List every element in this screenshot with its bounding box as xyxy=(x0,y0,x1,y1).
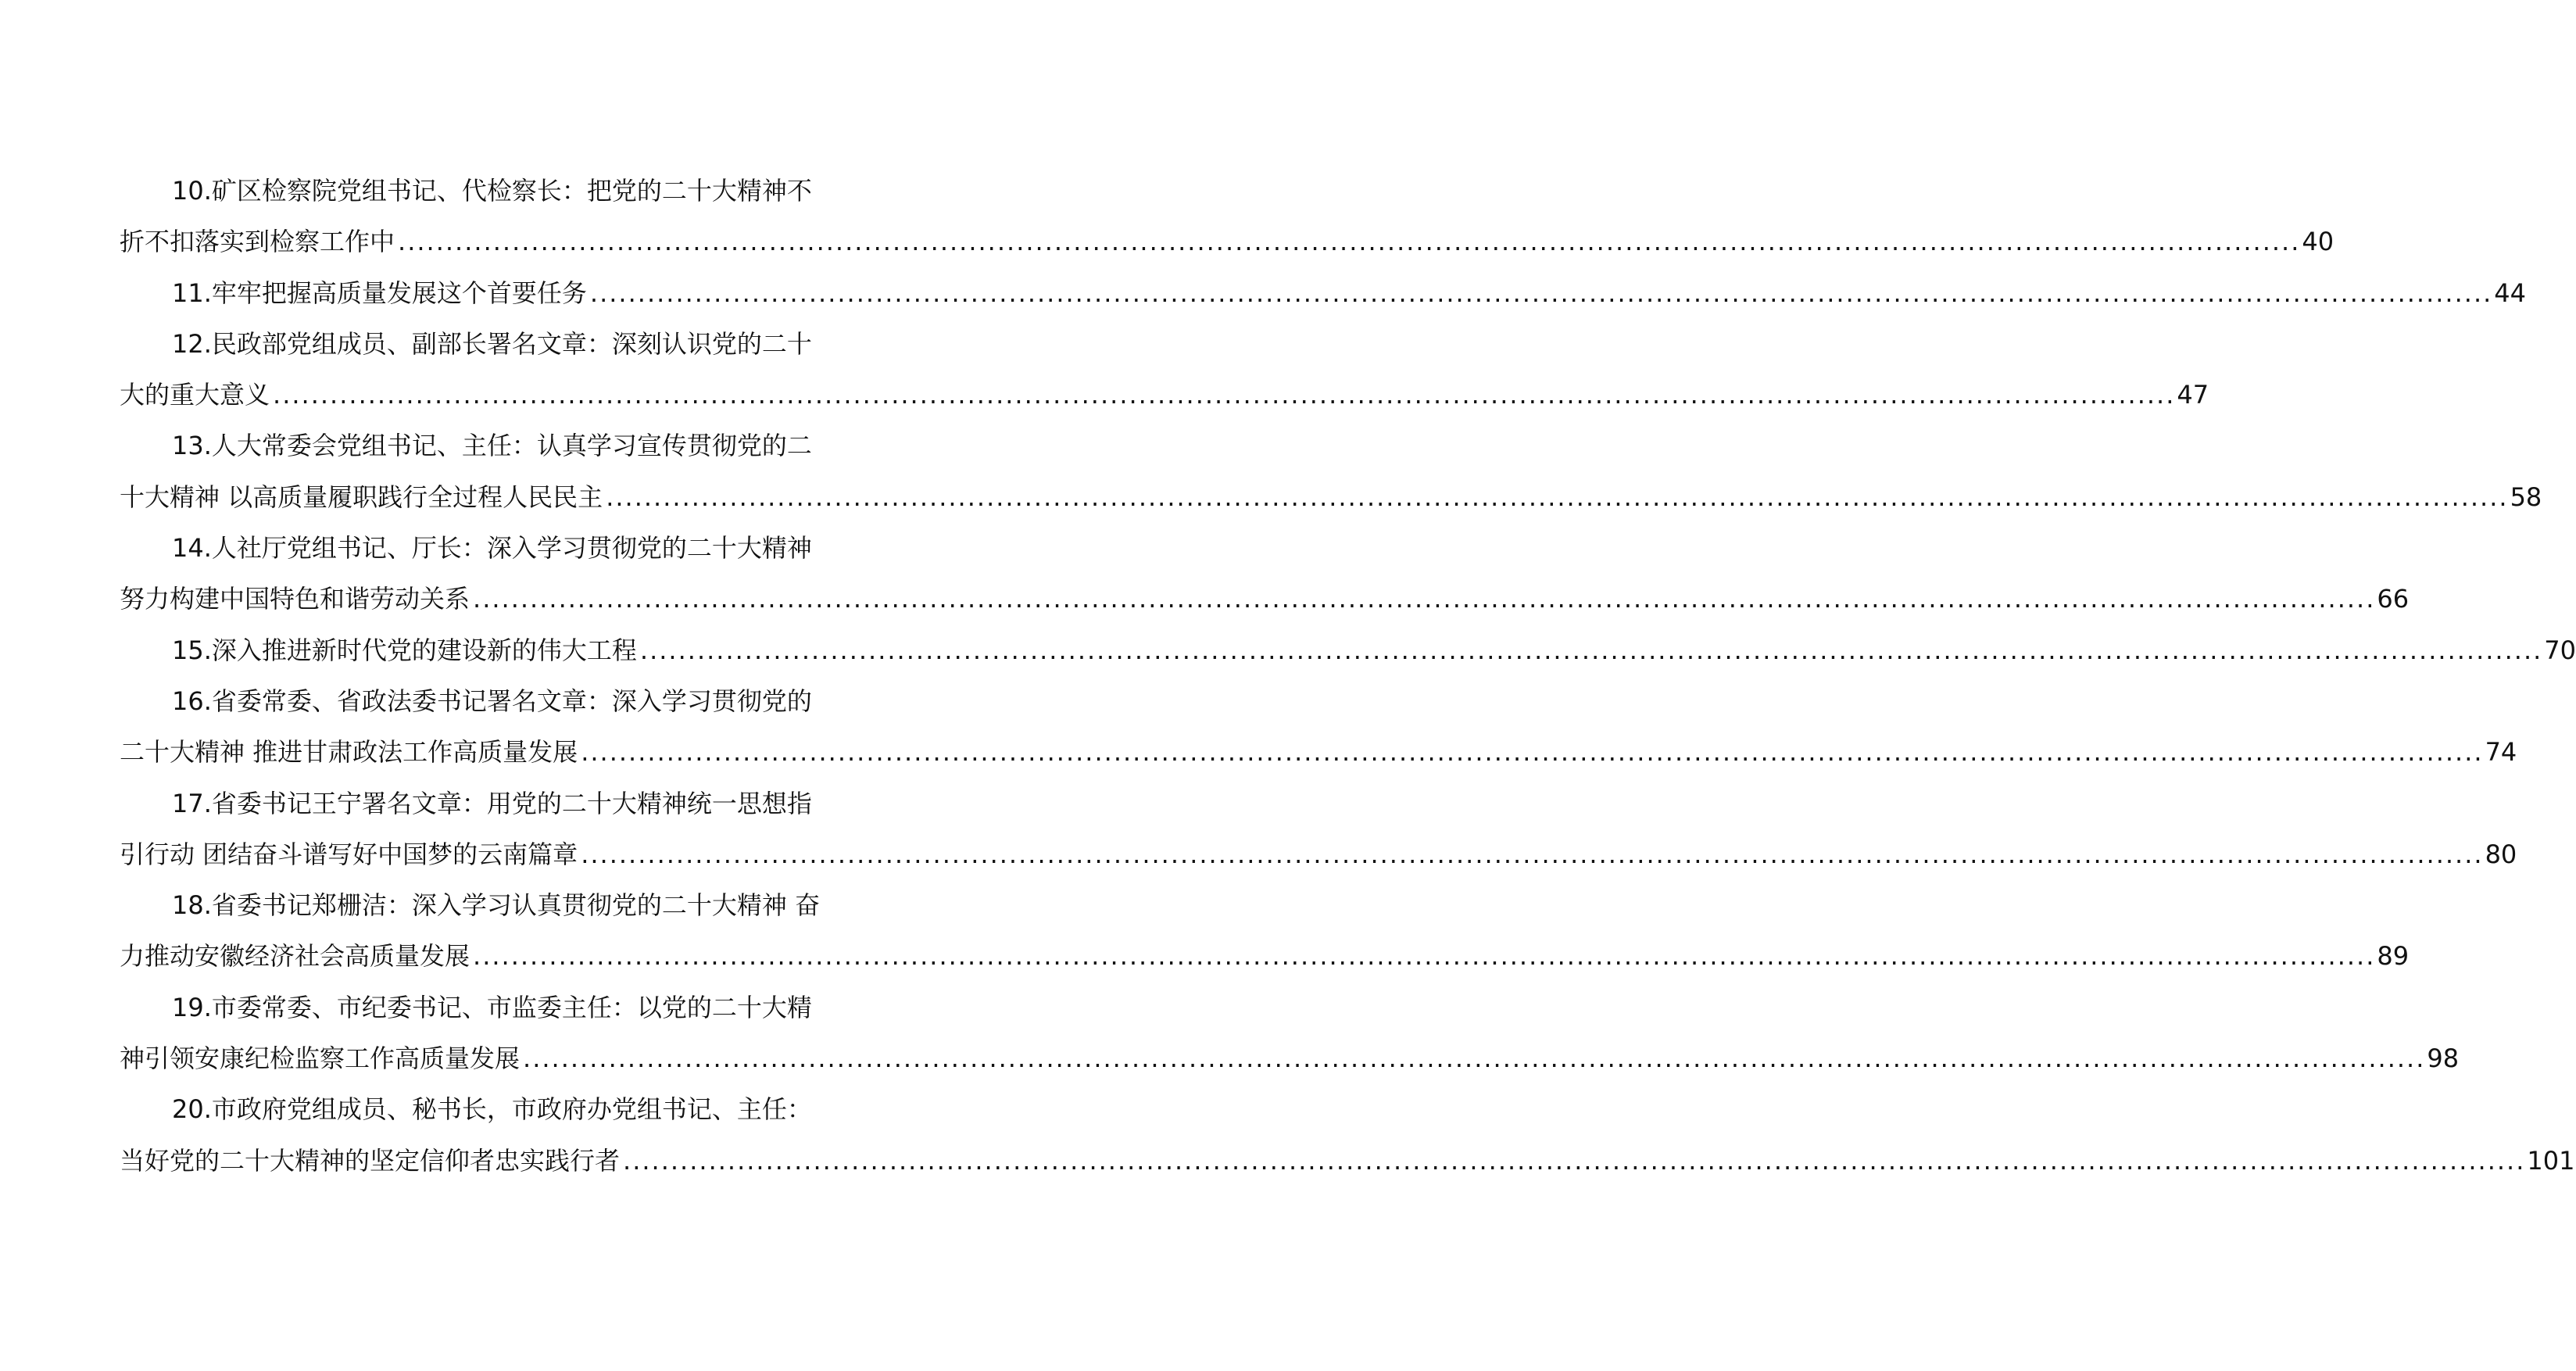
toc-entry-text: 十大精神 以高质量履职践行全过程人民民主 xyxy=(120,481,603,512)
toc-entry[interactable] xyxy=(120,676,2517,779)
toc-entry-text: 19.市委常委、市纪委书记、市监委主任：以党的二十大精 xyxy=(172,992,812,1022)
toc-entry[interactable] xyxy=(120,166,2334,268)
toc-entry[interactable] xyxy=(120,1084,2575,1187)
toc-page-number: 47 xyxy=(2177,380,2209,410)
toc-entry[interactable] xyxy=(120,421,2542,523)
leader-dots: ........................................................................................................................................................................................................ xyxy=(473,941,2376,972)
toc-entry[interactable] xyxy=(120,625,2576,676)
toc-entry-line xyxy=(120,1136,2575,1187)
toc-entry-text: 神引领安康纪检监察工作高质量发展 xyxy=(120,1043,521,1074)
toc-entry-text: 引行动 团结奋斗谱写好中国梦的云南篇章 xyxy=(120,839,578,869)
toc-entry-text: 18.省委书记郑栅洁：深入学习认真贯彻党的二十大精神 奋 xyxy=(172,890,821,921)
toc-entry-text: 力推动安徽经济社会高质量发展 xyxy=(120,941,470,972)
toc-entry-text: 折不扣落实到检察工作中 xyxy=(120,227,395,257)
toc-entry[interactable] xyxy=(120,268,2526,319)
toc-entry-line xyxy=(120,727,2517,778)
leader-dots: ........................................................................................................................................................................................................ xyxy=(639,635,2543,665)
leader-dots: ........................................................................................................................................................................................................ xyxy=(473,584,2376,614)
toc-entry[interactable] xyxy=(120,319,2209,421)
toc-entry-line xyxy=(120,880,853,931)
toc-page-number: 66 xyxy=(2377,584,2410,614)
toc-page-number: 101 xyxy=(2527,1145,2575,1176)
toc-page-number: 58 xyxy=(2510,481,2542,512)
toc-entry[interactable] xyxy=(120,523,2410,625)
toc-entry-text: 15.深入推进新时代党的建设新的伟大工程 xyxy=(172,635,637,665)
toc-entry-line xyxy=(120,676,853,727)
toc-entry-line xyxy=(120,472,2542,523)
toc-entry-line xyxy=(120,625,2576,676)
toc-entry-line xyxy=(120,829,2517,880)
leader-dots: ........................................................................................................................................................................................................ xyxy=(606,481,2509,512)
leader-dots: ........................................................................................................................................................................................................ xyxy=(581,737,2484,768)
toc-entry-text: 17.省委书记王宁署名文章：用党的二十大精神统一思想指 xyxy=(172,788,812,818)
toc-entry-line xyxy=(120,217,2334,267)
toc-page-number: 74 xyxy=(2485,737,2517,768)
toc-entry-line xyxy=(120,319,853,370)
toc-entry-text: 20.市政府党组成员、秘书长，市政府办党组书记、主任： xyxy=(172,1094,812,1125)
toc-page-number: 98 xyxy=(2427,1043,2460,1074)
toc-entry-text: 当好党的二十大精神的坚定信仰者忠实践行者 xyxy=(120,1145,621,1176)
toc-entry-line xyxy=(120,983,853,1033)
toc-entry-line xyxy=(120,574,2410,625)
toc-entry-line xyxy=(120,523,853,574)
toc-entry-text: 14.人社厅党组书记、厅长：深入学习贯彻党的二十大精神 xyxy=(172,533,812,564)
toc-page-number: 44 xyxy=(2494,277,2526,308)
toc-entry-line xyxy=(120,1033,2460,1084)
table-of-contents xyxy=(120,166,2576,1187)
toc-entry-line xyxy=(120,931,2410,982)
leader-dots: ........................................................................................................................................................................................................ xyxy=(623,1145,2526,1176)
toc-page-number: 40 xyxy=(2302,227,2334,257)
toc-entry-line xyxy=(120,166,853,217)
leader-dots: ........................................................................................................................................................................................................ xyxy=(589,277,2493,308)
toc-entry-text: 13.人大常委会党组书记、主任：认真学习宣传贯彻党的二 xyxy=(172,431,812,461)
toc-entry-text: 努力构建中国特色和谐劳动关系 xyxy=(120,584,470,614)
leader-dots: ........................................................................................................................................................................................................ xyxy=(273,380,2176,410)
toc-entry[interactable] xyxy=(120,880,2410,983)
toc-entry-text: 10.矿区检察院党组书记、代检察长：把党的二十大精神不 xyxy=(172,176,812,206)
toc-entry-text: 11.牢牢把握高质量发展这个首要任务 xyxy=(172,277,587,308)
toc-entry-text: 16.省委常委、省政法委书记署名文章：深入学习贯彻党的 xyxy=(172,686,812,716)
toc-entry-line xyxy=(120,268,2526,319)
toc-page-number: 80 xyxy=(2485,839,2517,869)
toc-entry-line xyxy=(120,421,853,471)
toc-entry[interactable] xyxy=(120,779,2517,881)
toc-entry-line xyxy=(120,370,2209,421)
leader-dots: ........................................................................................................................................................................................................ xyxy=(581,839,2484,869)
toc-entry-text: 二十大精神 推进甘肃政法工作高质量发展 xyxy=(120,737,578,768)
toc-entry[interactable] xyxy=(120,983,2460,1085)
toc-page-number: 89 xyxy=(2377,941,2410,972)
toc-entry-line xyxy=(120,779,853,829)
toc-entry-text: 12.民政部党组成员、副部长署名文章：深刻认识党的二十 xyxy=(172,328,812,359)
toc-page-number: 70 xyxy=(2544,635,2576,665)
toc-entry-text: 大的重大意义 xyxy=(120,380,270,410)
toc-entry-line xyxy=(120,1084,853,1135)
leader-dots: ........................................................................................................................................................................................................ xyxy=(523,1043,2426,1074)
leader-dots: ........................................................................................................................................................................................................ xyxy=(398,227,2301,257)
